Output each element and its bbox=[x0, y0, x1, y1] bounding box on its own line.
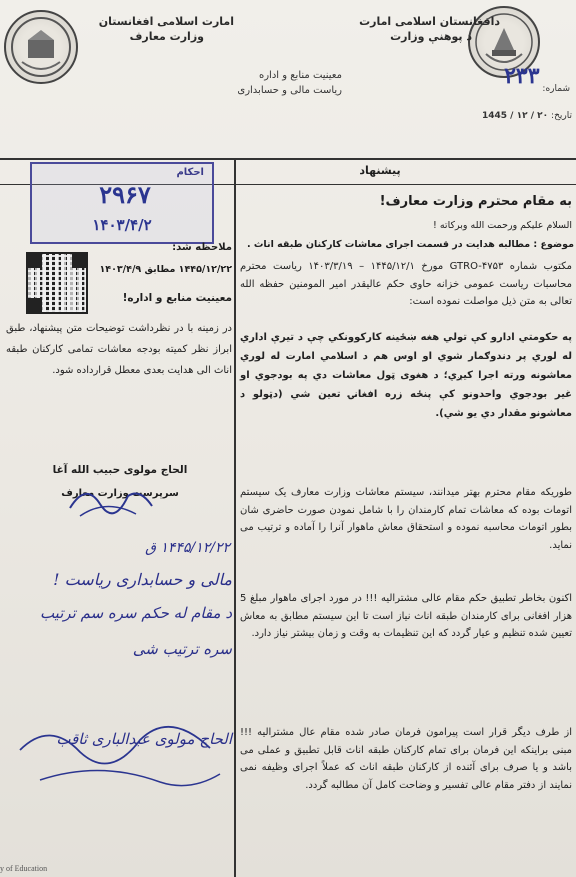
remarks-addressee: معینیت منابع و اداره! bbox=[122, 292, 232, 304]
qr-code bbox=[26, 252, 88, 314]
remarks-label: ملاحظه شد: bbox=[172, 242, 232, 253]
handwritten-line-2: د مقام له حکم سره سم ترتیب bbox=[39, 604, 232, 622]
handwritten-line-3: سره ترتیب شی bbox=[132, 640, 232, 658]
number-label: شماره: bbox=[542, 84, 570, 94]
signatory-name: الحاج مولوی حبیب الله آغا bbox=[52, 464, 188, 476]
header-right-line1: دافغانستان اسلامی امارت bbox=[359, 15, 500, 28]
proposal-paragraph-1: طوریکه مقام محترم بهتر میدانند، سیستم معاشات وزارت معارف یک سیستم اتومات بوده که معاشات تمام کارمندان را با شامل نمودن صورت حاضری شان بطور اتومات محاسبه نموده و استحقاق معاش ماهوار آنرا را آماده و ترتیب می نماید. bbox=[240, 487, 572, 551]
column-divider bbox=[234, 158, 236, 877]
header-left-line1: امارت اسلامی افغانستان bbox=[98, 15, 234, 28]
proposal-addressee: به مقام محترم وزارت معارف! bbox=[379, 194, 572, 209]
ministry-logo-seal bbox=[4, 10, 78, 84]
date-line bbox=[440, 110, 572, 122]
handwritten-date: ۱۴۴۵/۱۲/۲۲ ق bbox=[145, 540, 230, 556]
proposal-paragraph-2: اکنون بخاطر تطبیق حکم مقام عالی مشترالیه !!! در مورد اجرای ماهوار مبلغ 5 هزار افغانی برای کارمندان طبقه اناث نیاز است تا این سیستم مطابق به معاش تعیین شده تنظیم و عیار گردد که این تنظیمات به وقت و زمان بیشتر نیاز دارد. bbox=[240, 593, 572, 639]
stamp-number: ۲۹۶۷ bbox=[99, 180, 151, 209]
table-top-rule bbox=[0, 158, 576, 160]
ministry-signature-scribble bbox=[66, 478, 156, 524]
remarks-ref-line: ۱۴۴۵/۱۲/۲۲ مطابق ۱۴۰۳/۴/۹ bbox=[99, 264, 232, 275]
header-right-block bbox=[350, 14, 500, 44]
header-center-line1: معینیت منابع و اداره bbox=[258, 70, 342, 81]
signatory-title: سرپرست وزارت معارف bbox=[61, 488, 179, 499]
header-center-block bbox=[232, 68, 342, 98]
stamp-title: احکام bbox=[176, 167, 204, 178]
date-label: تاریخ: bbox=[551, 111, 572, 121]
proposal-subject: موضوع : مطالبه هدایت در قسمت اجرای معاشات کارکنان طبقه اناث . bbox=[246, 239, 574, 250]
footer-corner-text: y of Education bbox=[0, 864, 48, 873]
registration-stamp bbox=[30, 162, 214, 244]
handwritten-line-1: مالی و حسابداری ریاست ! bbox=[53, 570, 232, 589]
handwritten-signature-flourish bbox=[10, 710, 230, 800]
handwritten-signature: الحاج مولوی عبدالباری ثاقب bbox=[56, 730, 232, 748]
header-left-line2: وزارت معارف bbox=[129, 30, 204, 43]
proposal-column-title: پیشنهاد bbox=[359, 164, 401, 177]
proposal-greeting: السلام علیکم ورحمت الله وبرکاته ! bbox=[433, 220, 572, 231]
proposal-paragraph-3: از طرف دیگر قرار است پیرامون فرمان صادر شده مقام عال مشترالیه !!! مبنی براینکه این فرمان برای تمام کارکنان طبقه اناث قابل تطبیق و عملی می باشد و یا صرف برای آئنده از کارکنان طبقه اناث که عملاً اجرای وظیفه نمی نمایند از دفتر مقام عالی تفسیر و وضاحت کامل آن مطالبه گردد. bbox=[240, 727, 572, 791]
proposal-intro: مکتوب شماره GTRO-۴۷۵۳ مورخ ۱۴۴۵/۱۲/۱ – ۱۴۰۳/۳/۱۹ ریاست محترم محاسبات ریاست عمومی خزانه حاوی حکم عالیقدر امیر المومنین حفظه الله تعالی به متن ذیل مواصلت نموده است: bbox=[240, 261, 573, 307]
date-value: ۲۰ / ۱۲ / 1445 bbox=[481, 111, 549, 121]
number-line bbox=[450, 63, 570, 95]
remarks-body: در زمینه با در نظرداشت توضیحات متن پیشنهاد، طبق ابراز نظر کمیته بودجه معاشات تمامی کارکنان طبقه اناث الی هدایت بعدی معطل قرارداده شود. bbox=[6, 323, 232, 376]
header-right-line2: د پوهنې وزارت bbox=[390, 30, 472, 43]
number-value: ۲۳۳ bbox=[504, 63, 540, 89]
stamp-date: ۱۴۰۳/۴/۲ bbox=[92, 216, 152, 234]
header-left-block bbox=[84, 14, 234, 44]
proposal-decree: په حکومتي ادارو کې تولي هغه ښځينه کارکوونکي چې د تیرې اداري له لوري پر دندوګمار شوي او اوس هم د اسلامي امارت له لوري معاشونه ورته اجرا کیږي؛ د هغوی ټول معاشات دي په بودجوي او غیر بودجوي واحدونو کې پنځه زره افغانۍ تعین شي (دټولو د معاشونو مقدار دي یو شي). bbox=[240, 332, 572, 419]
header-center-line2: ریاست مالی و حسابداری bbox=[237, 85, 342, 96]
